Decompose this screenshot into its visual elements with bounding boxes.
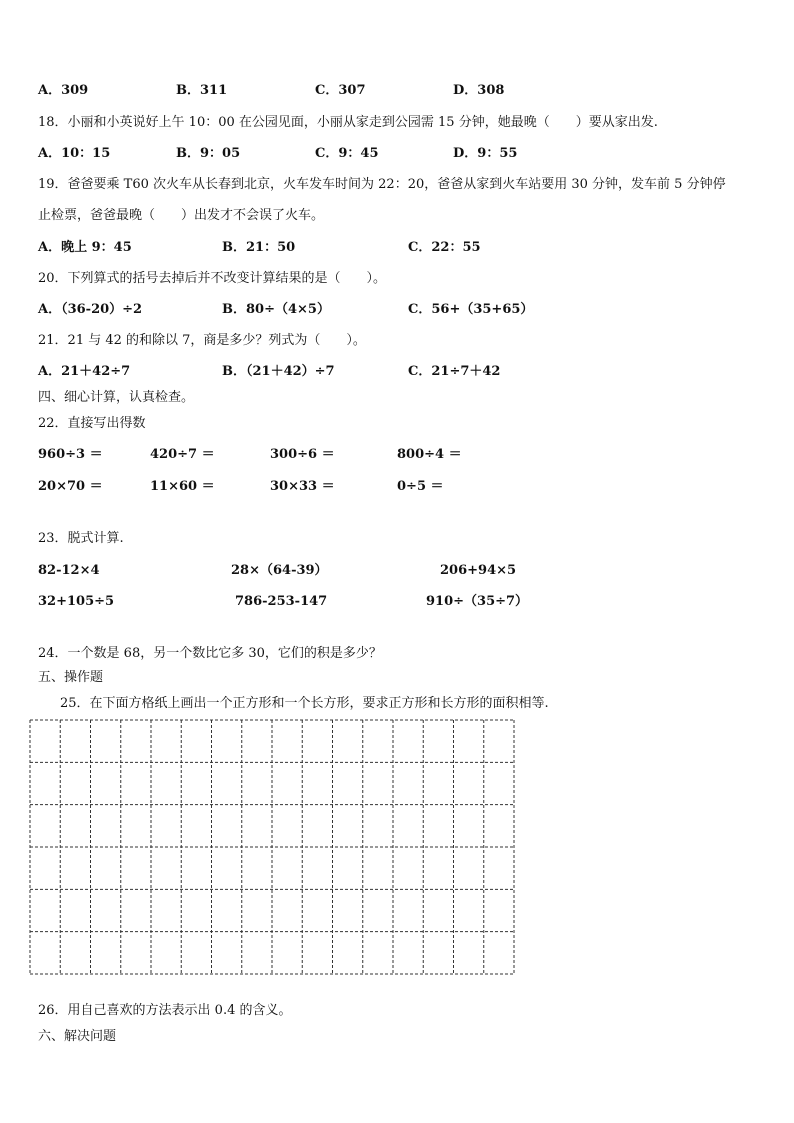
q17-option-d: D．308 [453,83,505,98]
q22-item: 300÷6 ＝ [270,447,335,462]
q20-option-b: B．80÷（4×5） [222,302,330,317]
q19-option-a: A．晚上 9：45 [38,240,132,255]
q17-option-c: C．307 [315,83,366,98]
q22-item: 800÷4 ＝ [397,447,462,462]
q22-item: 20×70 ＝ [38,479,103,494]
q23-item: 910÷（35÷7） [426,594,529,609]
q26-stem: 26．用自己喜欢的方法表示出 0.4 的含义。 [38,1003,292,1018]
q20-option-a: A．（36-20）÷2 [38,302,143,317]
q19-stem-line2: 止检票，爸爸最晚（ ）出发才不会误了火车。 [38,208,325,223]
q22-item: 960÷3 ＝ [38,447,103,462]
q20-stem: 20．下列算式的括号去掉后并不改变计算结果的是（ ）。 [38,271,387,286]
q21-stem: 21．21 与 42 的和除以 7，商是多少？列式为（ ）。 [38,333,366,348]
section-4-title: 四、细心计算，认真检查。 [38,390,195,405]
q23-item: 206+94×5 [440,563,517,578]
q21-option-c: C．21÷7＋42 [408,364,501,379]
q17-option-b: B．311 [176,83,228,98]
q18-option-a: A．10：15 [38,146,111,161]
q18-option-d: D．9：55 [453,146,518,161]
q19-option-c: C．22：55 [408,240,481,255]
q22-item: 420÷7 ＝ [150,447,215,462]
q18-option-b: B．9：05 [176,146,241,161]
q17-option-a: A．309 [38,83,89,98]
q25-stem: 25．在下面方格纸上画出一个正方形和一个长方形，要求正方形和长方形的面积相等. [60,696,549,711]
q23-item: 82-12×4 [38,563,100,578]
q22-item: 30×33 ＝ [270,479,335,494]
section-6-title: 六、解决问题 [38,1029,117,1044]
q21-option-b: B．（21＋42）÷7 [222,364,335,379]
q23-item: 32+105÷5 [38,594,115,609]
q24-stem: 24．一个数是 68，另一个数比它多 30，它们的积是多少？ [38,646,382,661]
q19-option-b: B．21：50 [222,240,296,255]
q23-item: 786-253-147 [235,594,328,609]
q22-item: 0÷5 ＝ [397,479,444,494]
q20-option-c: C．56+（35+65） [408,302,534,317]
square-grid-paper[interactable] [29,719,515,975]
q23-item: 28×（64-39） [231,563,328,578]
q18-option-c: C．9：45 [315,146,379,161]
section-5-title: 五、操作题 [38,670,104,685]
q23-stem: 23．脱式计算. [38,531,124,546]
q19-stem-line1: 19．爸爸要乘 T60 次火车从长春到北京，火车发车时间为 22：20，爸爸从家到火车站要用 30 分钟，发车前 5 分钟停 [38,177,726,192]
q21-option-a: A．21＋42÷7 [38,364,131,379]
q22-stem: 22．直接写出得数 [38,416,146,431]
q18-stem: 18．小丽和小英说好上午 10：00 在公园见面，小丽从家走到公园需 15 分钟，她最晚（ ）要从家出发. [38,115,658,130]
q22-item: 11×60 ＝ [150,479,215,494]
